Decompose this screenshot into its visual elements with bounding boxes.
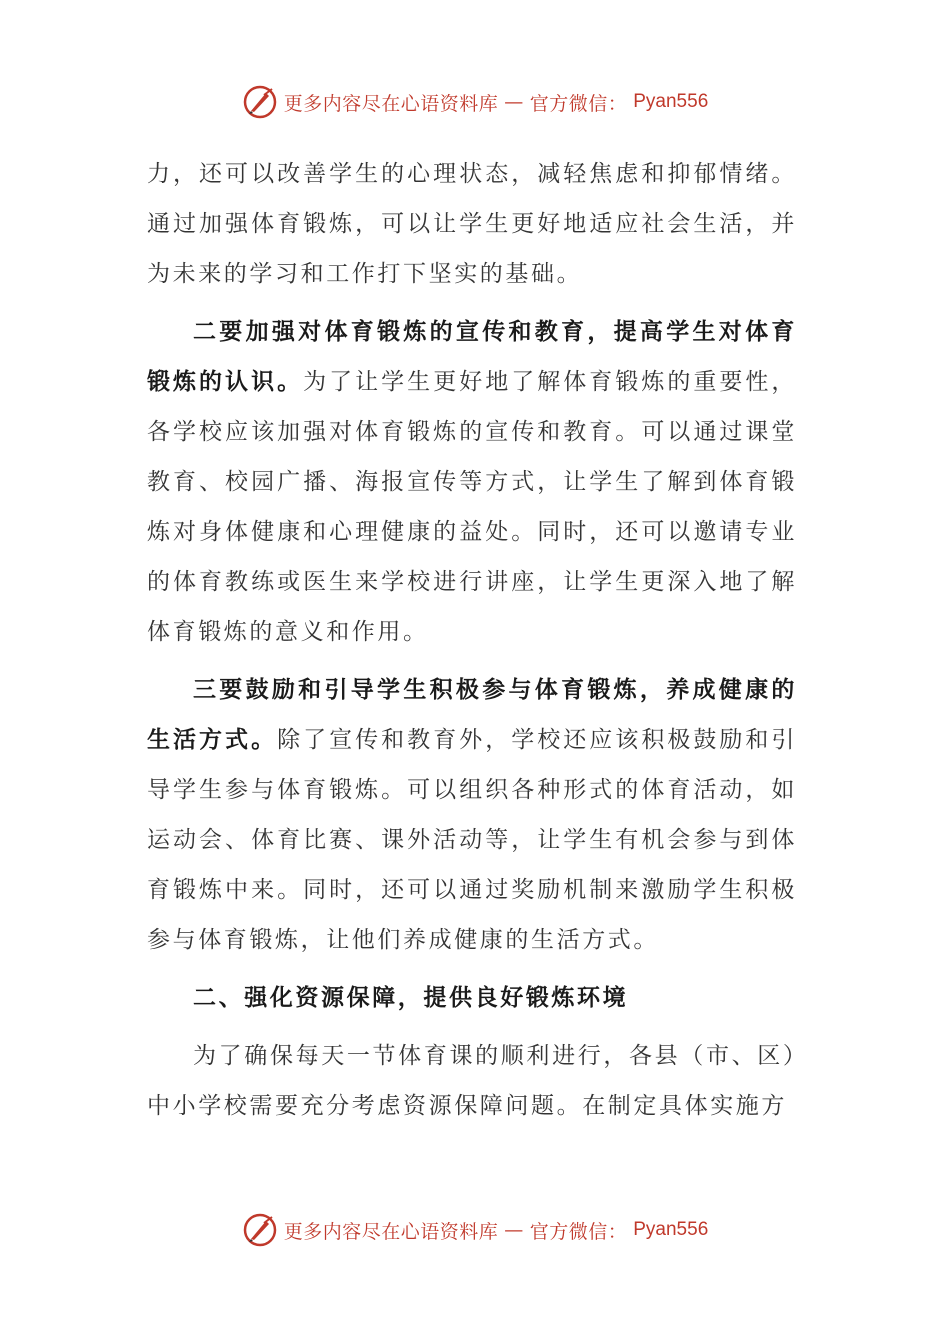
footer-watermark (0, 1208, 950, 1252)
paragraph-text: 为了确保每天一节体育课的顺利进行，各县（市、区）中小学校需要充分考虑资源保障问题。在制定具体实施方 (147, 1043, 797, 1119)
watermark-wechat-id: Pyan556 (633, 91, 709, 112)
paragraph-lead: 二要加强对体育锻炼的宣传和教育，提高学生对体育锻炼的认识。 (147, 318, 797, 395)
paragraph-resources (147, 1031, 797, 1131)
quill-pen-circle-icon (242, 84, 278, 120)
paragraph-text: 除了宣传和教育外，学校还应该积极鼓励和引导学生参与体育锻炼。可以组织各种形式的体育活动，如运动会、体育比赛、课外活动等，让学生有机会参与到体育锻炼中来。同时，还可以通过奖励机制来激励学生积极参与体育锻炼，让他们养成健康的生活方式。 (147, 727, 798, 953)
paragraph-encourage (147, 665, 797, 965)
paragraph-continuation (147, 149, 797, 299)
section-heading: 二、强化资源保障，提供良好锻炼环境 (193, 984, 629, 1011)
quill-pen-circle-icon (242, 1212, 278, 1248)
watermark-wechat-label: 官方微信： (529, 92, 628, 115)
watermark-text: 更多内容尽在心语资料库 (283, 92, 499, 115)
watermark-dash: — (504, 91, 524, 113)
paragraph-lead: 三要鼓励和引导学生积极参与体育锻炼，养成健康的生活方式。 (147, 676, 797, 753)
header-watermark (0, 80, 950, 124)
paragraph-text: 为了让学生更好地了解体育锻炼的重要性，各学校应该加强对体育锻炼的宣传和教育。可以通过课堂教育、校园广播、海报宣传等方式，让学生了解到体育锻炼对身体健康和心理健康的益处。同时，还可以邀请专业的体育教练或医生来学校进行讲座，让学生更深入地了解体育锻炼的意义和作用。 (147, 369, 797, 645)
watermark-text: 更多内容尽在心语资料库 (283, 1220, 499, 1243)
watermark-dash: — (504, 1219, 524, 1241)
document-body (147, 149, 797, 1131)
watermark-wechat-label: 官方微信： (529, 1220, 628, 1243)
paragraph-text: 力，还可以改善学生的心理状态，减轻焦虑和抑郁情绪。通过加强体育锻炼，可以让学生更好地适应社会生活，并为未来的学习和工作打下坚实的基础。 (147, 161, 797, 287)
watermark-wechat-id: Pyan556 (633, 1219, 709, 1240)
paragraph-publicity (147, 307, 797, 657)
